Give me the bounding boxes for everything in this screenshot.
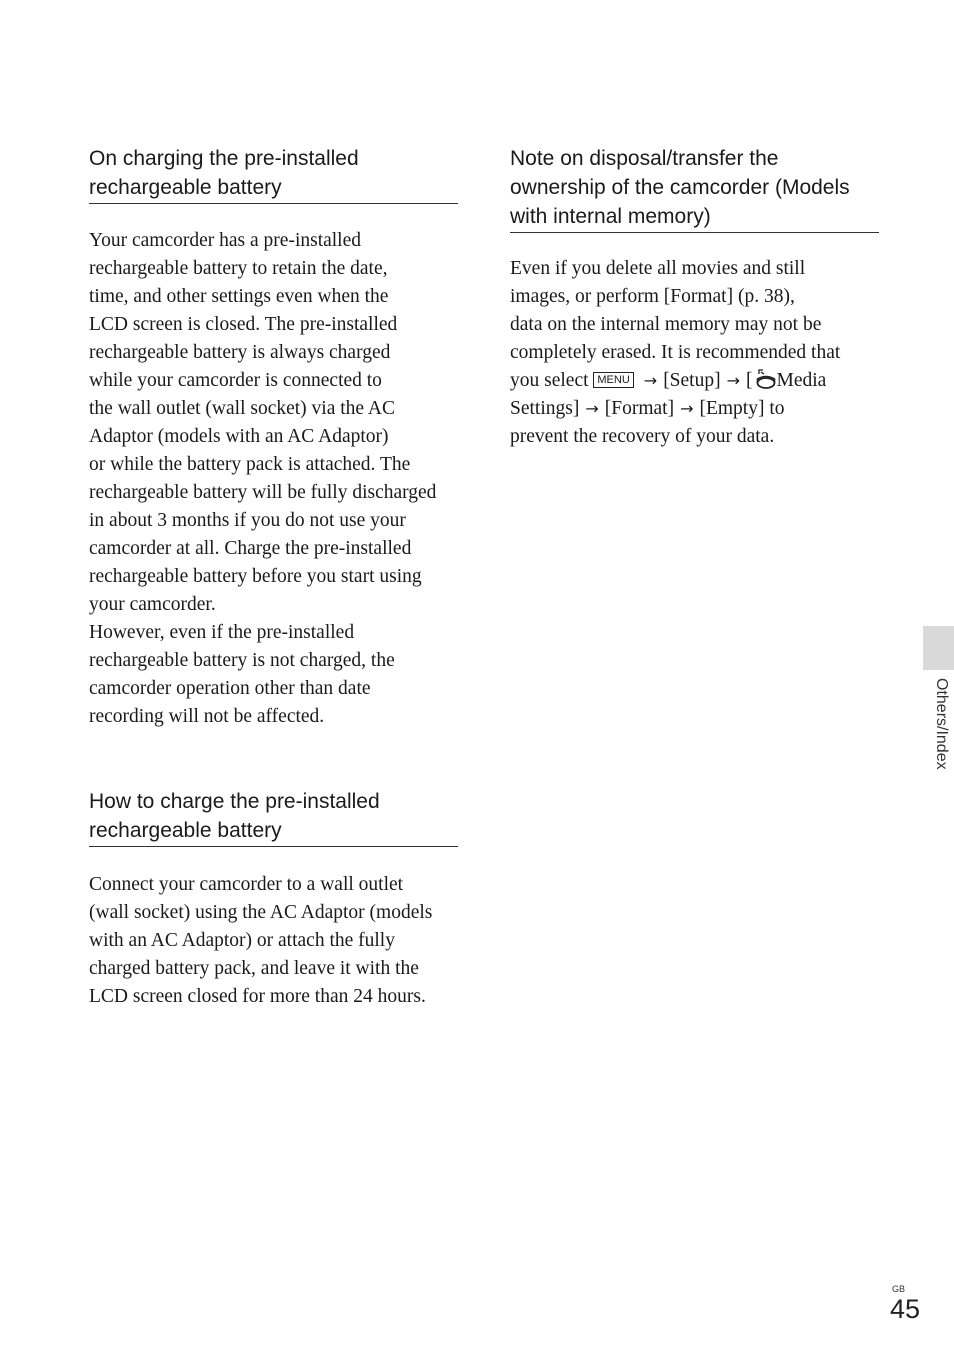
heading-line: with internal memory): [510, 205, 711, 228]
menu-item-setup: [Setup]: [663, 370, 721, 391]
heading-line: rechargeable battery: [89, 176, 282, 199]
media-settings-icon: [753, 368, 777, 390]
left-column: [89, 144, 458, 1011]
menu-button-icon: MENU: [593, 372, 633, 388]
body-line: rechargeable battery is not charged, the: [89, 650, 395, 671]
section-heading: [89, 144, 458, 204]
body-line: rechargeable battery will be fully discharged: [89, 482, 437, 503]
menu-item-format: [Format]: [604, 398, 675, 419]
body-line: with an AC Adaptor) or attach the fully: [89, 930, 395, 951]
body-line: However, even if the pre-installed: [89, 622, 355, 643]
body-line: while your camcorder is connected to: [89, 370, 382, 391]
body-line: camcorder operation other than date: [89, 678, 371, 699]
region-code: GB: [892, 1284, 906, 1294]
body-line: time, and other settings even when the: [89, 286, 389, 307]
menu-path-prefix: you select: [510, 370, 589, 391]
body-line: LCD screen closed for more than 24 hours.: [89, 986, 426, 1007]
heading-line: rechargeable battery: [89, 819, 282, 842]
body-line-menu-path: [510, 395, 879, 423]
body-line: the wall outlet (wall socket) via the AC: [89, 398, 395, 419]
heading-line: How to charge the pre-installed: [89, 790, 380, 813]
section-heading: [510, 144, 879, 233]
body-line: rechargeable battery before you start using: [89, 566, 422, 587]
menu-item-settings: Settings]: [510, 398, 580, 419]
body-line: camcorder at all. Charge the pre-installed: [89, 538, 412, 559]
body-line: Even if you delete all movies and still: [510, 258, 806, 279]
body-line: Connect your camcorder to a wall outlet: [89, 874, 404, 895]
body-line-menu-path: [510, 367, 879, 395]
body-line: recording will not be affected.: [89, 706, 325, 727]
heading-line: Note on disposal/transfer the: [510, 147, 779, 170]
side-tab: [923, 626, 954, 670]
body-line: Your camcorder has a pre-installed: [89, 230, 362, 251]
arrow-right-icon: →: [680, 399, 694, 418]
arrow-right-icon: →: [726, 371, 740, 390]
body-line: or while the battery pack is attached. The: [89, 454, 411, 475]
bracket-open: [: [746, 370, 753, 391]
body-line: (wall socket) using the AC Adaptor (models: [89, 902, 433, 923]
section-heading: [89, 787, 458, 847]
body-line: prevent the recovery of your data.: [510, 426, 775, 447]
body-line: charged battery pack, and leave it with the: [89, 958, 419, 979]
body-line: completely erased. It is recommended that: [510, 342, 841, 363]
section-body: [89, 871, 458, 1011]
section-charging-battery: [89, 144, 458, 731]
body-line: Adaptor (models with an AC Adaptor): [89, 426, 389, 447]
arrow-right-icon: →: [585, 399, 599, 418]
body-line: in about 3 months if you do not use your: [89, 510, 406, 531]
menu-item-empty: [Empty] to: [699, 398, 785, 419]
side-tab-label: Others/Index: [933, 678, 950, 770]
body-line: images, or perform [Format] (p. 38),: [510, 286, 795, 307]
body-line: rechargeable battery to retain the date,: [89, 258, 388, 279]
section-disposal-note: [510, 144, 879, 451]
body-line: rechargeable battery is always charged: [89, 342, 391, 363]
section-how-to-charge: [89, 787, 458, 1011]
body-line: LCD screen is closed. The pre-installed: [89, 314, 398, 335]
section-body: [510, 255, 879, 451]
body-line: your camcorder.: [89, 594, 216, 615]
section-body: [89, 227, 458, 731]
menu-item-media: Media: [776, 370, 827, 391]
heading-line: ownership of the camcorder (Models: [510, 176, 850, 199]
heading-line: On charging the pre-installed: [89, 147, 359, 170]
body-line: data on the internal memory may not be: [510, 314, 822, 335]
arrow-right-icon: →: [643, 371, 658, 390]
page-number: 45: [890, 1294, 921, 1324]
right-column: [510, 144, 879, 451]
